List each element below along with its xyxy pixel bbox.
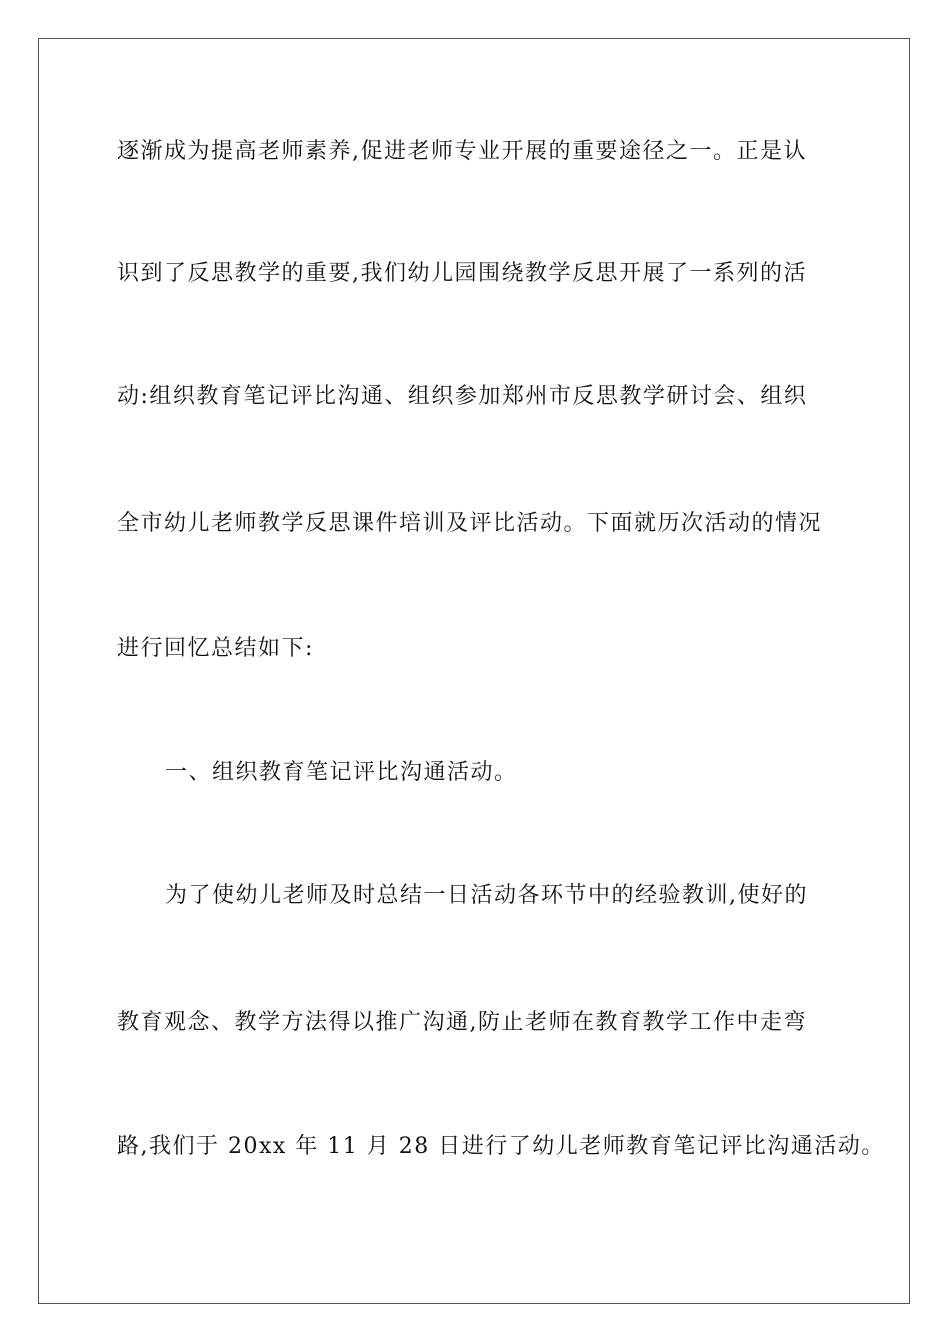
- paragraph-line-9: 路,我们于 20xx 年 11 月 28 日进行了幼儿老师教育笔记评比沟通活动。: [117, 1134, 885, 1159]
- paragraph-line-4: 全市幼儿老师教学反思课件培训及评比活动。下面就历次活动的情况: [117, 511, 823, 536]
- section-heading: 一、组织教育笔记评比沟通活动。: [165, 760, 518, 785]
- paragraph-line-1: 逐渐成为提高老师素养,促进老师专业开展的重要途径之一。正是认: [117, 139, 807, 164]
- paragraph-line-8: 教育观念、教学方法得以推广沟通,防止老师在教育教学工作中走弯: [117, 1010, 807, 1035]
- paragraph-line-3: 动:组织教育笔记评比沟通、组织参加郑州市反思教学研讨会、组织: [117, 384, 808, 409]
- paragraph-line-2: 识到了反思教学的重要,我们幼儿园围绕教学反思开展了一系列的活: [117, 261, 807, 286]
- paragraph-line-5: 进行回忆总结如下:: [117, 636, 314, 661]
- paragraph-line-7: 为了使幼儿老师及时总结一日活动各环节中的经验教训,使好的: [165, 883, 808, 908]
- page-border: [38, 38, 910, 1304]
